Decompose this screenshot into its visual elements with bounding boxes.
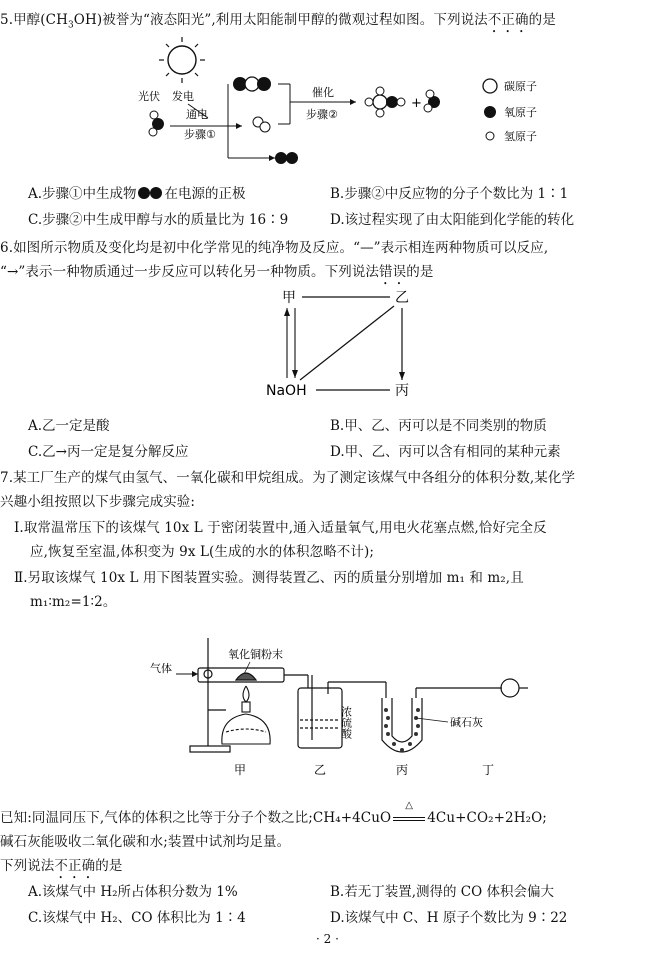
o2-molecule — [275, 152, 298, 164]
q6-option-d[interactable]: D.甲、乙、丙可以含有相同的某种元素 — [330, 444, 561, 460]
node-yi: 乙 — [395, 290, 409, 306]
q7-option-b[interactable]: B.若无丁装置,测得的 CO 体积会偏大 — [330, 884, 554, 900]
legend — [483, 79, 537, 143]
step2-label: 步骤② — [306, 108, 338, 121]
label-yi: 乙 — [314, 763, 327, 777]
q7-step2-line1: Ⅱ.另取该煤气 10x L 用下图装置实验。测得装置乙、丙的质量分别增加 m₁ 和 m₂,且 — [14, 570, 524, 586]
water-molecule — [149, 111, 164, 136]
q7-known: 已知:同温同压下,气体的体积之比等于分子个数之比;CH₄+4CuO △ 4Cu+CO₂+2H₂O; — [0, 800, 547, 826]
step1-label: 步骤① — [184, 128, 216, 141]
label-bing: 丙 — [396, 763, 409, 777]
node-bing: 丙 — [395, 383, 409, 399]
svg-text:氧原子: 氧原子 — [504, 106, 537, 119]
h2-molecule — [253, 117, 270, 132]
svg-text:氢原子: 氢原子 — [504, 130, 537, 143]
q7-option-c[interactable]: C.该煤气中 H₂、CO 体积比为 1∶4 — [28, 910, 246, 926]
cuo-label: 氧化铜粉末 — [228, 648, 283, 661]
energize-label: 通电 — [186, 108, 208, 121]
q7-stem-line2: 兴趣小组按照以下步骤完成实验: — [0, 494, 196, 510]
q6-stem-line1: 6.如图所示物质及变化均是初中化学常见的纯净物及反应。“—”表示相连两种物质可以反应, — [0, 240, 549, 256]
catalyst-label: 催化 — [312, 86, 334, 99]
q7-apparatus — [150, 622, 530, 782]
q7-step1-line2: 应,恢复至室温,体积变为 9x L(生成的水的体积忽略不计); — [30, 544, 375, 560]
soda-lime-label: 碱石灰 — [450, 716, 483, 729]
h2o-molecule — [424, 90, 440, 112]
co2-molecule — [233, 77, 271, 91]
plus-sign: + — [411, 96, 422, 111]
q6-option-a[interactable]: A.乙一定是酸 — [28, 418, 110, 434]
q7-step1-line1: Ⅰ.取常温常压下的该煤气 10x L 于密闭装置中,通入适量氧气,用电火花塞点燃,恰好完全反 — [14, 520, 547, 536]
q7-step2-line2: m₁∶m₂=1∶2。 — [30, 594, 117, 610]
combustion-tube — [198, 668, 308, 682]
reaction-arrow: △ — [391, 810, 427, 826]
q5-diagram — [130, 34, 610, 174]
q5-stem: 5.甲醇$(CH_3OH)$被誉为“液态阳光”,利用太阳能制甲醇的微观过程如图。下列说法不正确的是 — [0, 12, 556, 31]
q6-emphasis: 错误 — [379, 264, 407, 280]
q6-option-b[interactable]: B.甲、乙、丙可以是不同类别的物质 — [330, 418, 547, 434]
light-label: 光伏 — [138, 90, 160, 103]
drying-tube-ding — [468, 679, 528, 697]
q5-option-d[interactable]: D.该过程实现了由太阳能到化学能的转化 — [330, 212, 575, 228]
q7-ask: 下列说法不正确的是 — [0, 858, 123, 874]
q6-diagram — [260, 288, 430, 400]
q5-option-a[interactable]: A.步骤①中生成物 在电源的正极 — [28, 186, 246, 202]
node-jia: 甲 — [282, 290, 296, 306]
page-number: · 2 · — [316, 932, 339, 946]
q7-option-a[interactable]: A.该煤气中 H₂所占体积分数为 1% — [28, 884, 238, 900]
q5-option-c[interactable]: C.步骤②中生成甲醇与水的质量比为 16∶9 — [28, 212, 289, 228]
q7-known2: 碱石灰能吸收二氧化碳和水;装置中试剂均足量。 — [0, 834, 291, 850]
gas-label: 气体 — [150, 662, 172, 675]
soda-lime-fill — [384, 708, 420, 752]
label-ding: 丁 — [482, 763, 495, 777]
sun-icon — [159, 37, 205, 83]
q7-option-d[interactable]: D.该煤气中 C、H 原子个数比为 9∶22 — [330, 910, 568, 926]
q5-option-b[interactable]: B.步骤②中反应物的分子个数比为 1∶1 — [330, 186, 569, 202]
q6-stem-line2: “→”表示一种物质通过一步反应可以转化另一种物质。下列说法错误的是 — [0, 264, 434, 280]
q5-emphasis: 不正确 — [487, 12, 529, 28]
svg-text:碳原子: 碳原子 — [504, 80, 537, 93]
label-jia: 甲 — [234, 763, 247, 777]
methanol-molecule — [365, 87, 405, 117]
o2-product-icon — [137, 186, 165, 200]
iron-stand — [190, 638, 230, 752]
q6-option-c[interactable]: C.乙→丙一定是复分解反应 — [28, 444, 189, 460]
power-label: 发电 — [172, 90, 194, 103]
q7-stem-line1: 7.某工厂生产的煤气由氢气、一氧化碳和甲烷组成。为了测定该煤气中各组分的体积分数,某化学 — [0, 470, 576, 486]
burner — [222, 686, 270, 744]
q7-emphasis: 不正确 — [54, 858, 96, 874]
acid-label: 浓硫酸 — [339, 706, 353, 739]
node-naoh: NaOH — [266, 383, 307, 399]
